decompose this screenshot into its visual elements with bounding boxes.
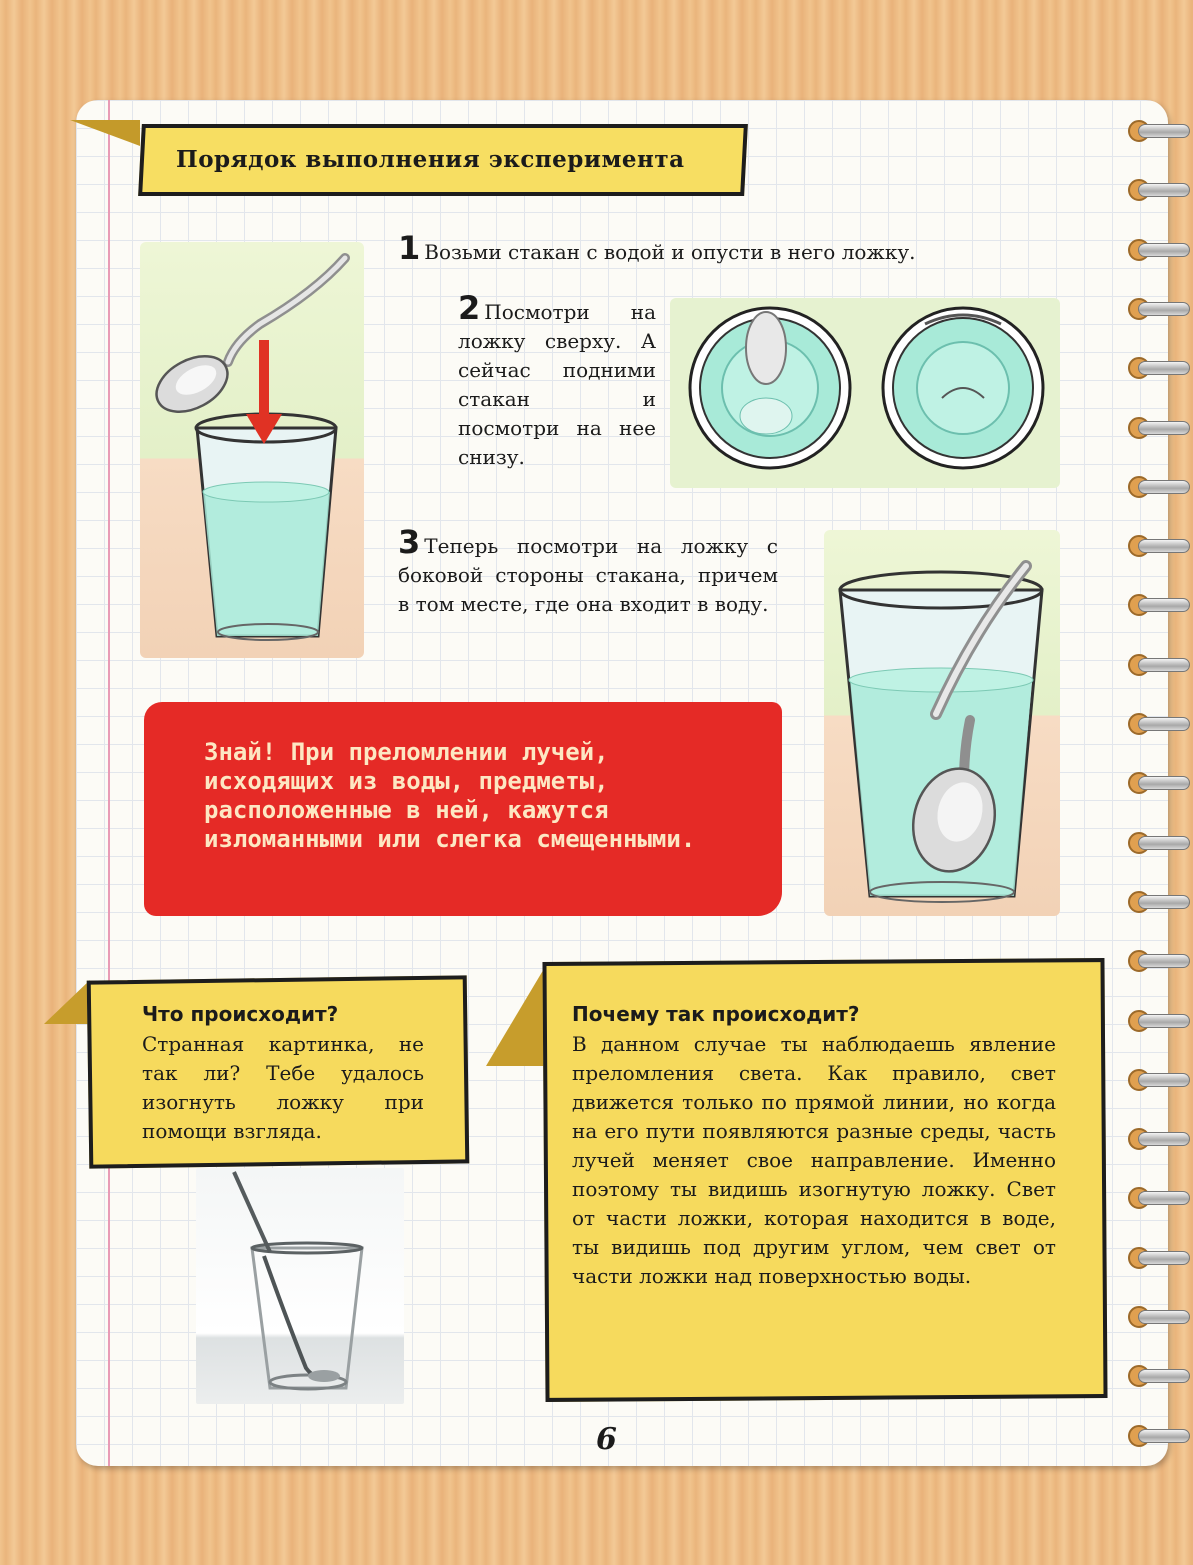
spiral-ring (1128, 1365, 1188, 1387)
spiral-ring (1128, 1010, 1188, 1032)
spoon-photo-image (196, 1168, 404, 1404)
why-box-fold (486, 962, 548, 1066)
illustration-step2-panel (670, 298, 1060, 488)
what-box-fold (44, 980, 90, 1024)
step-1 (398, 229, 1068, 267)
what-text: Странная картинка, не так ли? Тебе удалось изогнуть ложку при помощи взгляда. (142, 1032, 424, 1143)
spiral-ring (1128, 1069, 1188, 1091)
spiral-ring (1128, 832, 1188, 854)
illustration-step3-panel (824, 530, 1060, 916)
spiral-ring (1128, 357, 1188, 379)
spoon-photo (196, 1168, 404, 1404)
step-3-number: 3 (398, 523, 421, 561)
glass-top-bottom-illustration (670, 298, 1060, 488)
page-title: Порядок выполнения эксперимента (176, 146, 685, 173)
spiral-ring (1128, 1306, 1188, 1328)
step-3 (398, 523, 778, 619)
glass-spoon-illustration (140, 242, 364, 658)
spiral-ring (1128, 654, 1188, 676)
spiral-ring (1128, 239, 1188, 261)
spiral-ring (1128, 1425, 1188, 1447)
spiral-ring (1128, 476, 1188, 498)
spiral-ring (1128, 891, 1188, 913)
step-2 (458, 289, 656, 472)
step-1-text: Возьми стакан с водой и опусти в него ложку. (424, 240, 916, 264)
bent-spoon-illustration (824, 530, 1060, 916)
margin-line (108, 100, 110, 1466)
why-title: Почему так происходит? (572, 1002, 860, 1026)
spiral-ring (1128, 772, 1188, 794)
why-text: В данном случае ты наблюдаешь явление преломления света. Как правило, свет движется только по прямой линии, но когда на его пути появляются разные среды, часть лучей меняет свое направление. Именно поэтому ты видишь изогнутую ложку. Свет от части ложки, которая находится в воде, ты видишь под другим углом, чем свет от части ложки над поверхностью воды. (572, 1032, 1056, 1288)
spiral-ring (1128, 713, 1188, 735)
spiral-ring (1128, 1247, 1188, 1269)
note-text: Знай! При преломлении лучей, исходящих из воды, предметы, расположенные в ней, кажутся изломанными или слегка смещенными. (204, 738, 696, 853)
banner-fold (70, 120, 140, 146)
step-2-text: Посмотри на ложку сверху. А сейчас подними стакан и посмотри на нее снизу. (458, 300, 656, 469)
spiral-ring (1128, 1128, 1188, 1150)
spiral-ring (1128, 298, 1188, 320)
spiral-ring (1128, 417, 1188, 439)
step-3-text: Теперь посмотри на ложку с боковой стороны стакана, причем в том месте, где она входит в воду. (398, 534, 778, 616)
spiral-ring (1128, 594, 1188, 616)
step-2-number: 2 (458, 289, 481, 327)
page-number: 6 (596, 1422, 617, 1457)
step-1-number: 1 (398, 229, 421, 267)
spiral-ring (1128, 179, 1188, 201)
illustration-step1-panel (140, 242, 364, 658)
spiral-ring (1128, 535, 1188, 557)
spiral-ring (1128, 120, 1188, 142)
spiral-ring (1128, 950, 1188, 972)
spiral-ring (1128, 1187, 1188, 1209)
what-title: Что происходит? (142, 1002, 339, 1026)
